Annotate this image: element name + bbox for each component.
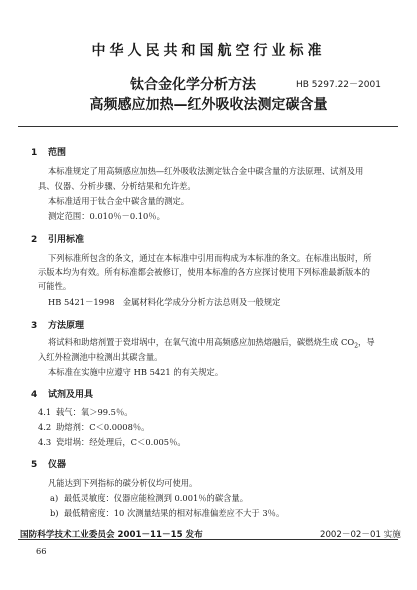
section-number: 3 — [31, 321, 38, 331]
section-title: 方法原理 — [48, 321, 85, 331]
section-number: 1 — [31, 148, 38, 158]
paragraph-line: 将试料和助熔剂置于瓷坩埚中，在氧气流中用高频感应加热熔融后，碳燃烧生成 $CO_2$，导 — [48, 337, 375, 350]
standard-number: HB 5297.22－2001 — [296, 80, 381, 90]
paragraph-line: 测定范围：0.010％－0.10％。 — [48, 211, 165, 221]
section-5-heading — [31, 457, 66, 470]
section-title: 仪器 — [48, 460, 67, 470]
paragraph-line: 入红外检测池中检测出其碳含量。 — [38, 352, 163, 362]
effective-date: 2002－02－01 实施 — [320, 530, 401, 540]
top-divider — [18, 126, 398, 127]
paragraph-line: 本标准规定了用高频感应加热—红外吸收法测定钛合金中碳含量的方法原理、试剂及用 — [48, 166, 364, 176]
paragraph-line: 本标准在实施中应遵守 HB 5421 的有关规定。 — [48, 367, 224, 377]
paragraph-line: 本标准适用于钛合金中碳含量的测定。 — [48, 196, 190, 206]
co2-subscript: 2 — [354, 342, 359, 350]
section-3-heading — [31, 318, 84, 331]
paragraph-line: 下列标准所包含的条文，通过在本标准中引用而构成为本标准的条文。在标准出版时，所 — [48, 253, 372, 263]
list-item: 4.1 载气：氧＞99.5％。 — [38, 407, 133, 417]
paragraph-line: 凡能达到下列指标的碳分析仪均可使用。 — [48, 478, 198, 488]
issue-info: 国防科学技术工业委员会 2001－11－15 发布 — [20, 530, 203, 540]
standard-type-header: 中华人民共和国航空行业标准 — [91, 43, 326, 59]
section-2-heading — [31, 232, 84, 245]
section-4-heading — [31, 387, 93, 400]
bottom-divider — [18, 539, 398, 540]
page-number: 66 — [36, 546, 47, 556]
section-number: 2 — [31, 235, 38, 245]
paragraph-line: 示版本均为有效。所有标准都会被修订，使用本标准的各方应探讨使用下列标准最新版本的 — [38, 267, 370, 277]
section-title: 范围 — [48, 148, 67, 158]
list-item: 4.3 瓷坩埚：经处理后，C＜0.005％。 — [38, 437, 186, 447]
list-item: a) 最低灵敏度：仪器应能检测到 0.001％的碳含量。 — [50, 493, 249, 503]
paragraph-line: 可能性。 — [38, 281, 72, 291]
paragraph-line: 具、仪器、分析步骤、分析结果和允许差。 — [38, 181, 196, 191]
section-number: 4 — [31, 390, 38, 400]
section-number: 5 — [31, 460, 38, 470]
title-line-1: 钛合金化学分析方法 — [130, 77, 256, 93]
title-line-2: 高频感应加热—红外吸收法测定碳含量 — [89, 97, 328, 113]
section-title: 试剂及用具 — [48, 390, 94, 400]
reference-standard: HB 5421－1998 金属材料化学成分分析方法总则及一般规定 — [48, 297, 281, 307]
list-item: 4.2 助熔剂：C＜0.0008％。 — [38, 422, 150, 432]
list-item: b) 最低精密度：10 次测量结果的相对标准偏差应不大于 3％。 — [50, 508, 285, 518]
section-1-heading — [31, 145, 66, 158]
section-title: 引用标准 — [48, 235, 85, 245]
